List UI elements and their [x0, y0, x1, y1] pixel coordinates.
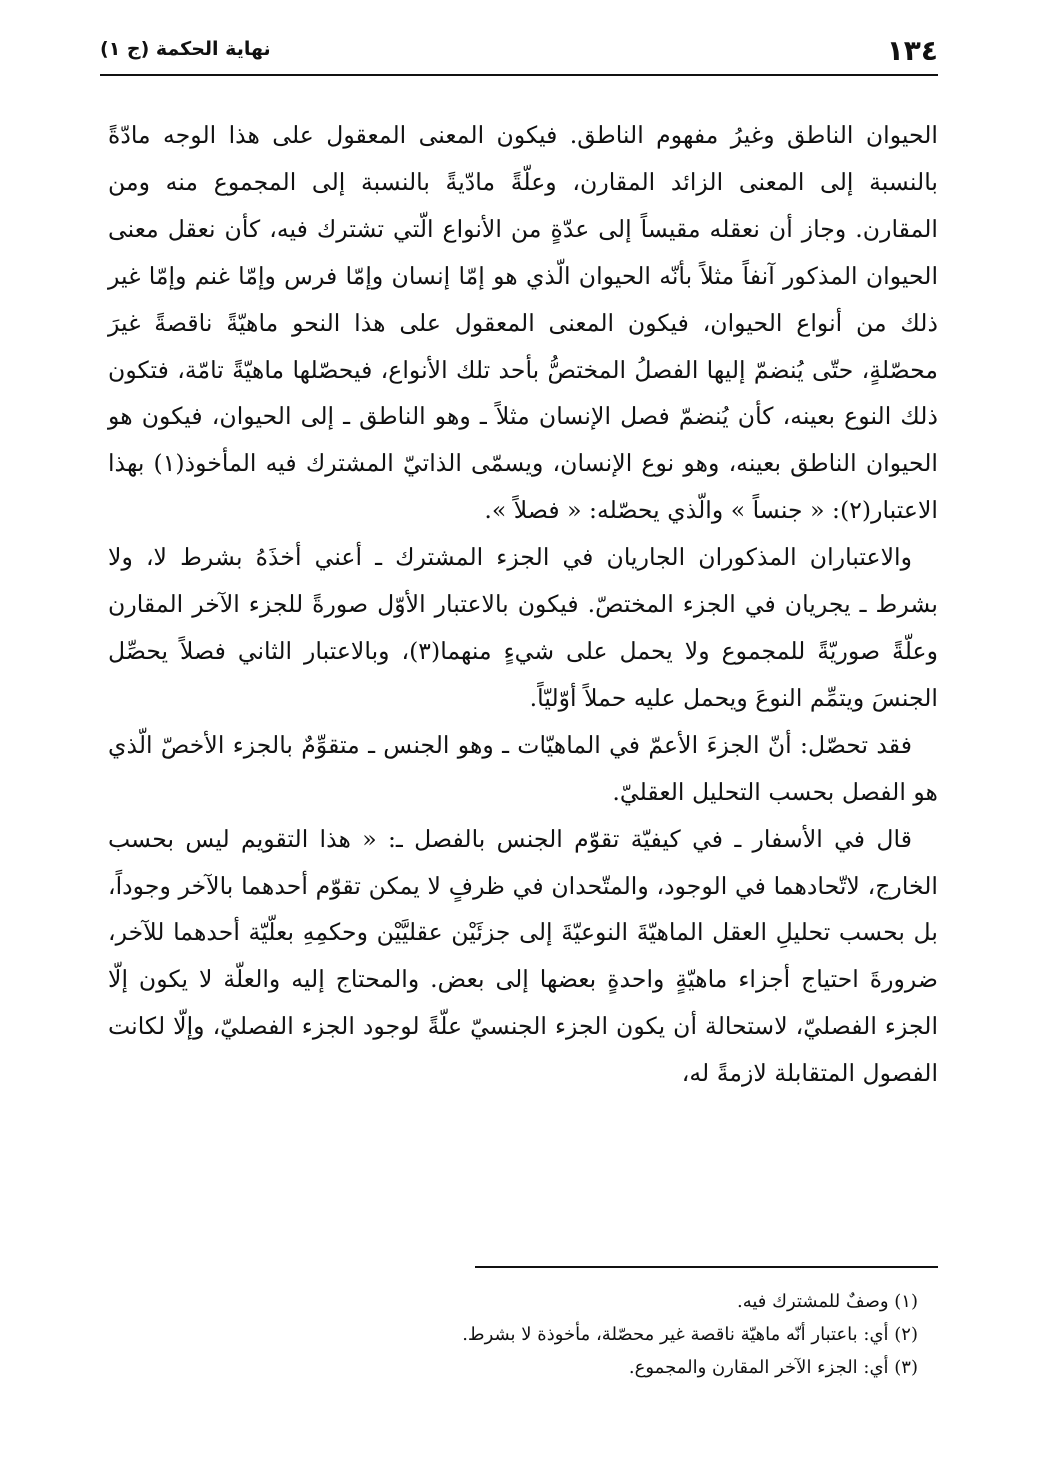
- paragraph: قال في الأسفار ـ في كيفيّة تقوّم الجنس بالفصل ـ: « هذا التقويم ليس بحسب الخارج، لاتّحادهما في الوجود، والمتّحدان في ظرفٍ لا يمكن تقوّم أحدهما بالآخر وجوداً، بل بحسب تحليلِ العقل الماهيّةَ النوعيّةَ إلى جزئَيْن عقليَّيْن وحكمِهِ بعلّيّة أحدهما للآخر، ضرورةَ احتياج أجزاء ماهيّةٍ واحدةٍ بعضها إلى بعض. والمحتاج إليه والعلّة لا يكون إلّا الجزء الفصليّ، لاستحالة أن يكون الجزء الجنسيّ علّةً لوجود الجزء الفصليّ، وإلّا لكانت الفصول المتقابلة لازمةً له،: [108, 824, 938, 1088]
- page-number: ١٣٤: [886, 34, 938, 67]
- running-title: نهاية الحكمة (ج ١): [100, 38, 271, 60]
- paragraph: فقد تحصّل: أنّ الجزءَ الأعمّ في الماهيّات ـ وهو الجنس ـ متقوِّمٌ بالجزء الأخصّ الّذي هو الفصل بحسب التحليل العقليّ.: [108, 730, 938, 806]
- footnote-separator: [475, 1266, 938, 1268]
- paragraph: الحيوان الناطق وغيرُ مفهوم الناطق. فيكون المعنى المعقول على هذا الوجه مادّةً بالنسبة إلى المعنى الزائد المقارن، وعلّةً مادّيةً بالنسبة إلى المجموع منه ومن المقارن. وجاز أن نعقله مقيساً إلى عدّةٍ من الأنواع الّتي تشترك فيه، كأن نعقل معنى الحيوان المذكور آنفاً مثلاً بأنّه الحيوان الّذي هو إمّا إنسان وإمّا فرس وإمّا غنم وإمّا غير ذلك من أنواع الحيوان، فيكون المعنى المعقول على هذا النحو ماهيّةً ناقصةً غيرَ محصّلةٍ، حتّى يُنضمّ إليها الفصلُ المختصُّ بأحد تلك الأنواع، فيحصّلها ماهيّةً تامّة، فتكون ذلك النوع بعينه، كأن يُنضمّ فصل الإنسان مثلاً ـ وهو الناطق ـ إلى الحيوان، فيكون هو الحيوان الناطق بعينه، وهو نوع الإنسان، ويسمّى الذاتيّ المشترك فيه المأخوذ(١) بهذا الاعتبار(٢): « جنساً » والّذي يحصّله: « فصلاً ».: [108, 121, 938, 525]
- footnote: (٣) أي: الجزء الآخر المقارن والمجموع.: [628, 1357, 918, 1378]
- footnotes: [108, 1285, 918, 1384]
- footnote: (١) وصفٌ للمشترك فيه.: [736, 1291, 918, 1312]
- page-header: [100, 34, 938, 76]
- body-text: [108, 112, 938, 1097]
- footnote: (٢) أي: باعتبار أنّه ماهيّة ناقصة غير محصّلة، مأخوذة لا بشرط.: [462, 1324, 918, 1345]
- paragraph: والاعتباران المذكوران الجاريان في الجزء المشترك ـ أعني أخذَهُ بشرط لا، ولا بشرط ـ يجريان في الجزء المختصّ. فيكون بالاعتبار الأوّل صورةً للجزء الآخر المقارن وعلّةً صوريّةً للمجموع ولا يحمل على شيءٍ منهما(٣)، وبالاعتبار الثاني فصلاً يحصِّل الجنسَ ويتمِّم النوعَ ويحمل عليه حملاً أوّليّاً.: [108, 543, 938, 712]
